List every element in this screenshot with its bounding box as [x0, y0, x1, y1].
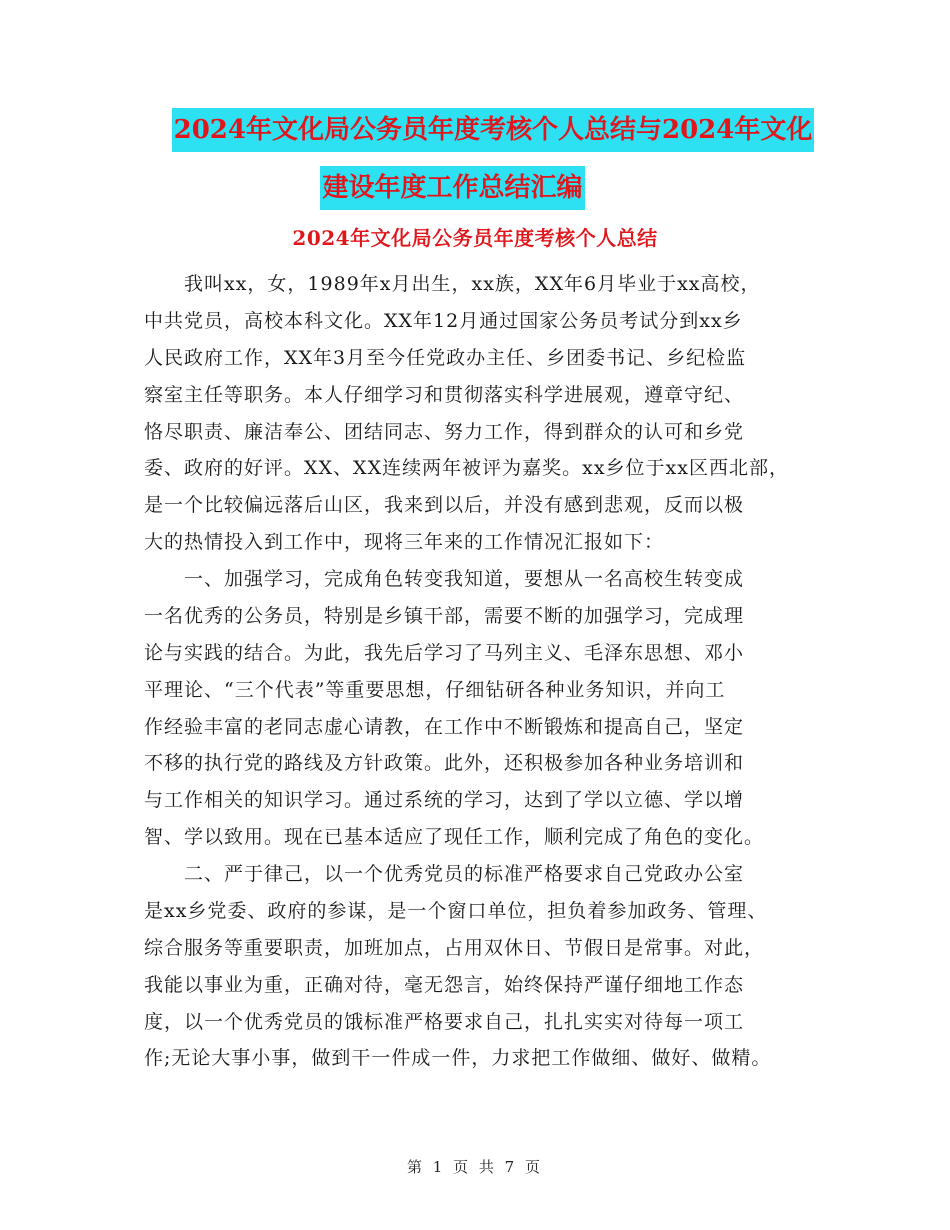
title-line-2: 建设年度工作总结汇编 [320, 166, 584, 210]
paragraph-line: 与工作相关的知识学习。通过系统的学习，达到了学以立德、学以增 [144, 789, 745, 812]
paragraph-line: 中共党员，高校本科文化。XX年12月通过国家公务员考试分到xx乡 [144, 309, 743, 332]
paragraph-line: 一名优秀的公务员，特别是乡镇干部，需要不断的加强学习，完成理 [144, 604, 745, 627]
paragraph-line: 二、严于律己，以一个优秀党员的标准严格要求自己党政办公室 [184, 863, 745, 885]
paragraph-line: 大的热情投入到工作中，现将三年来的工作情况汇报如下： [144, 531, 665, 554]
paragraph-line: 我叫xx，女，1989年x月出生，xx族，XX年6月毕业于xx高校， [184, 273, 761, 295]
paragraph-line: 作经验丰富的老同志虚心请教，在工作中不断锻炼和提高自己，坚定 [144, 715, 745, 738]
paragraph-line: 智、学以致用。现在已基本适应了现任工作，顺利完成了角色的变化。 [144, 826, 765, 849]
paragraph-line: 察室主任等职务。本人仔细学习和贯彻落实科学进展观，遵章守纪、 [144, 383, 745, 406]
paragraph-line: 委、政府的好评。XX、XX连续两年被评为嘉奖。xx乡位于xx区西北部， [144, 457, 789, 480]
paragraph-line: 是xx乡党委、政府的参谋，是一个窗口单位，担负着参加政务、管理、 [144, 899, 768, 922]
paragraph-line: 人民政府工作，XX年3月至今任党政办主任、乡团委书记、乡纪检监 [144, 346, 747, 369]
paragraph-3 [144, 856, 804, 1077]
paragraph-line: 综合服务等重要职责，加班加点，占用双休日、节假日是常事。对此， [144, 936, 765, 959]
paragraph-line: 恪尽职责、廉洁奉公、团结同志、努力工作，得到群众的认可和乡党 [144, 420, 745, 443]
paragraph-line: 平理论、“三个代表”等重要思想，仔细钻研各种业务知识，并向工 [144, 678, 726, 701]
paragraph-1 [144, 266, 804, 561]
page-footer: 第 1 页 共 7 页 [407, 1158, 543, 1176]
paragraph-line: 我能以事业为重，正确对待，毫无怨言，始终保持严谨仔细地工作态 [144, 973, 745, 996]
paragraph-line: 一、加强学习，完成角色转变我知道，要想从一名高校生转变成 [184, 568, 745, 590]
paragraph-line: 作;无论大事小事，做到干一件成一件，力求把工作做细、做好、做精。 [144, 1047, 772, 1070]
section-subtitle: 2024年文化局公务员年度考核个人总结 [292, 226, 658, 250]
paragraph-line: 论与实践的结合。为此，我先后学习了马列主义、毛泽东思想、邓小 [144, 641, 745, 664]
paragraph-line: 是一个比较偏远落后山区，我来到以后，并没有感到悲观，反而以极 [144, 494, 745, 517]
paragraph-line: 不移的执行党的路线及方针政策。此外，还积极参加各种业务培训和 [144, 752, 745, 775]
paragraph-line: 度，以一个优秀党员的饿标准严格要求自己，扎扎实实对待每一项工 [144, 1010, 745, 1033]
title-line-1: 2024年文化局公务员年度考核个人总结与2024年文化 [172, 108, 815, 152]
document-title [0, 108, 950, 210]
paragraph-2 [144, 561, 804, 856]
